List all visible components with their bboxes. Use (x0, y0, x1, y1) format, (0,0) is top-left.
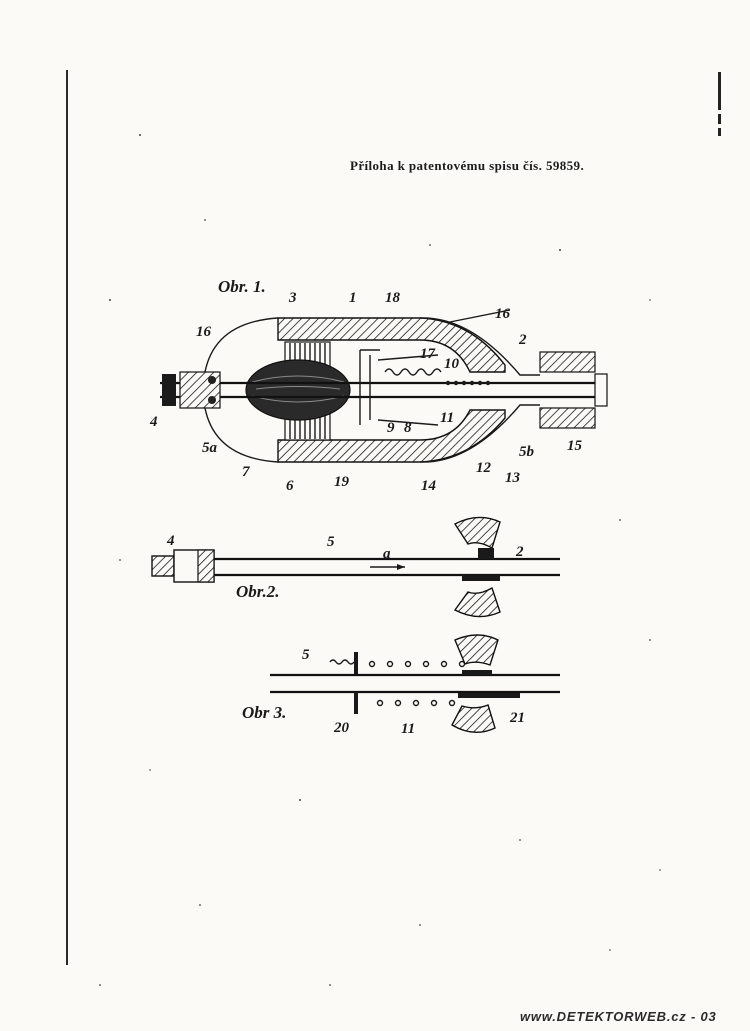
figure-1-label-3: 3 (289, 290, 297, 306)
figure-1 (149, 277, 607, 494)
right-terminal (540, 352, 607, 428)
figure-1-label-16-left: 16 (196, 324, 211, 340)
patent-annex-header: Příloha k patentovému spisu čís. 59859. (350, 158, 585, 173)
figure-1-label-16-right: 16 (495, 306, 510, 322)
figure-3 (242, 635, 560, 737)
figure-1-label-17: 17 (420, 346, 435, 362)
figure-1-label-11: 11 (440, 410, 455, 426)
winding-coil (246, 360, 350, 420)
figure-1-label-2: 2 (519, 332, 527, 348)
figure-1-caption: Obr. 1. (218, 277, 266, 296)
figure-1-label-8: 8 (404, 420, 412, 436)
figure-1-label-6: 6 (286, 478, 294, 494)
figure-1-label-12: 12 (476, 460, 491, 476)
figure-1-label-5b: 5b (519, 444, 534, 460)
figure-2-label-5: 5 (327, 534, 335, 550)
figure-1-label-14: 14 (421, 478, 436, 494)
figure-1-label-10: 10 (444, 356, 459, 372)
left-terminal (162, 372, 220, 408)
figure-1-label-9: 9 (387, 420, 395, 436)
figure-3-label-20: 20 (334, 720, 349, 736)
figure-1-label-7: 7 (242, 464, 250, 480)
figure-3-label-5: 5 (302, 647, 310, 663)
figure-2-label-4: 4 (167, 533, 175, 549)
figure-1-label-1: 1 (349, 290, 357, 306)
figure-2-caption: Obr.2. (236, 582, 280, 601)
figure-1-label-5a: 5a (202, 440, 217, 456)
figure-2 (152, 517, 560, 616)
figure-3-caption: Obr 3. (242, 703, 287, 722)
figure-1-label-18: 18 (385, 290, 400, 306)
watermark-footer: www.DETEKTORWEB.cz - 03 (520, 1009, 717, 1024)
figure-3-label-11: 11 (401, 721, 416, 737)
figure-2-label-a: a (383, 546, 391, 562)
figure-3-label-21: 21 (510, 710, 525, 726)
figure-1-label-15: 15 (567, 438, 582, 454)
figure-2-label-2: 2 (516, 544, 524, 560)
figure-1-label-13: 13 (505, 470, 520, 486)
figure-1-label-19: 19 (334, 474, 349, 490)
figure-1-label-4: 4 (150, 414, 158, 430)
